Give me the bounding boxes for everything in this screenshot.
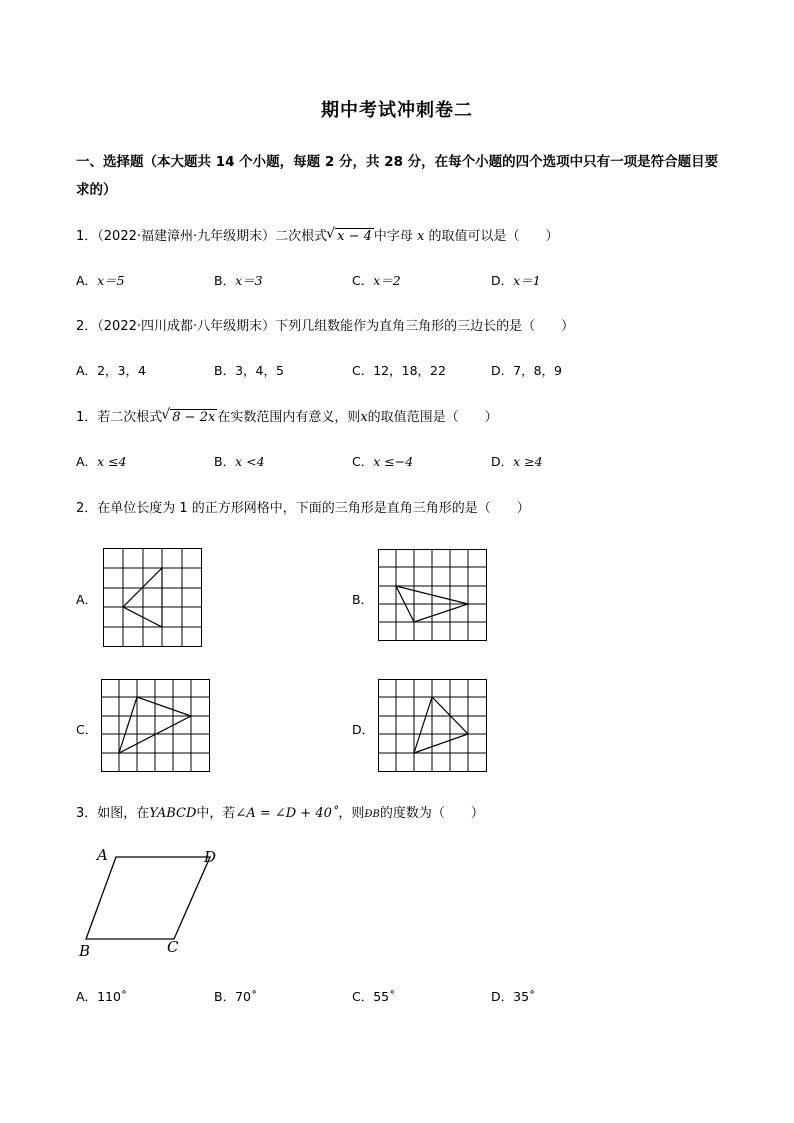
q2-option-d[interactable] [491,361,562,379]
question-5-angle: ÐB [364,809,380,820]
option-letter: B． [214,989,236,1004]
question-2: 2．（2022·四川成都·八年级期末）下列几组数能作为直角三角形的三边长的是（ ） [76,319,575,334]
q4-option-c-label[interactable]: C． [76,722,98,737]
question-4: 2．在单位长度为 1 的正方形网格中，下面的三角形是直角三角形的是（ ） [76,501,530,516]
q2-option-b[interactable] [214,361,284,379]
option-value: 12，18，22 [373,363,446,378]
option-letter: D． [491,363,514,378]
option-value: x ≥4 [513,454,543,469]
q4-option-c-grid[interactable] [101,679,211,772]
q4-option-a-label[interactable]: A． [76,592,98,607]
q5-option-c[interactable] [352,987,395,1005]
q5-option-b[interactable] [214,987,257,1005]
option-value: x＝2 [373,273,401,288]
vertex-a-label: A [97,846,108,864]
question-5-stem-4: 的度数为（ ） [379,806,484,821]
q2-option-a[interactable] [76,361,146,379]
option-letter: D． [491,454,514,469]
triangle-d [414,697,468,753]
option-value: 3，4，5 [235,363,284,378]
option-letter: B． [214,363,236,378]
q4-option-d-grid[interactable] [378,679,488,772]
option-letter: D． [491,273,514,288]
option-value: 35˚ [513,989,536,1004]
q3-option-c[interactable] [352,452,413,470]
q1-option-c[interactable] [352,271,401,289]
question-1-stem-3: 的取值可以是（ ） [428,229,559,244]
q4-option-b-grid[interactable] [378,549,488,641]
q4-option-d-label[interactable]: D． [352,722,375,737]
q4-option-a-grid[interactable] [103,548,203,648]
question-3 [76,406,498,425]
question-3-stem-2: 在实数范围内有意义，则 [217,410,361,425]
option-value: x＝3 [235,273,263,288]
question-1-var: x [417,229,425,244]
option-value: x＝1 [513,273,541,288]
q5-option-a[interactable] [76,987,127,1005]
parallelogram-abcd [86,857,210,939]
question-3-radical: √ 8 − 2x [170,409,217,425]
option-letter: A． [76,273,98,288]
option-value: x <4 [235,454,265,469]
option-value: 2，3，4 [97,363,146,378]
option-letter: C． [352,363,374,378]
question-1 [76,225,559,244]
question-1-radical: √ x − 4 [335,228,374,244]
q1-option-a[interactable] [76,271,125,289]
question-5-stem-2: 中，若 [196,806,236,821]
option-letter: C． [352,989,374,1004]
q3-option-d[interactable] [491,452,543,470]
option-letter: B． [214,273,236,288]
question-5-stem-3: ，则 [338,806,365,821]
option-letter: A． [76,989,98,1004]
q3-option-a[interactable] [76,452,127,470]
q1-option-b[interactable] [214,271,263,289]
option-value: 70˚ [235,989,258,1004]
question-1-stem: 1．（2022·福建漳州·九年级期末）二次根式 [76,229,328,244]
question-5-stem: 3．如图，在 [76,806,150,821]
question-5 [76,802,484,821]
question-5-shape: YABCD [149,806,197,821]
option-letter: C． [352,454,374,469]
vertex-b-label: B [79,942,91,960]
option-value: x ≤−4 [373,454,414,469]
q4-option-b-label[interactable]: B． [352,592,374,607]
option-value: 110˚ [97,989,128,1004]
option-letter: B． [214,454,236,469]
option-letter: A． [76,454,98,469]
question-3-var: x [360,410,368,425]
q2-option-c[interactable] [352,361,446,379]
section-heading: 一、选择题（本大题共 14 个小题，每题 2 分，共 28 分，在每个小题的四个选项中只有一项是符合题目要求的） [76,154,719,198]
option-value: x ≤4 [97,454,127,469]
option-value: 55˚ [373,989,396,1004]
page-title: 期中考试冲刺卷二 [321,100,473,121]
option-letter: C． [352,273,374,288]
vertex-c-label: C [167,938,179,956]
q5-option-d[interactable] [491,987,535,1005]
option-letter: A． [76,363,98,378]
question-5-condition: ∠A = ∠D + 40˚ [235,806,339,821]
question-1-stem-2: 中字母 [373,229,413,244]
question-3-stem: 1．若二次根式 [76,410,163,425]
option-letter: D． [491,989,514,1004]
option-value: 7，8，9 [513,363,562,378]
vertex-d-label: D [204,848,217,866]
question-3-stem-3: 的取值范围是（ ） [367,410,498,425]
q3-option-b[interactable] [214,452,265,470]
q1-option-d[interactable] [491,271,541,289]
option-value: x＝5 [97,273,125,288]
